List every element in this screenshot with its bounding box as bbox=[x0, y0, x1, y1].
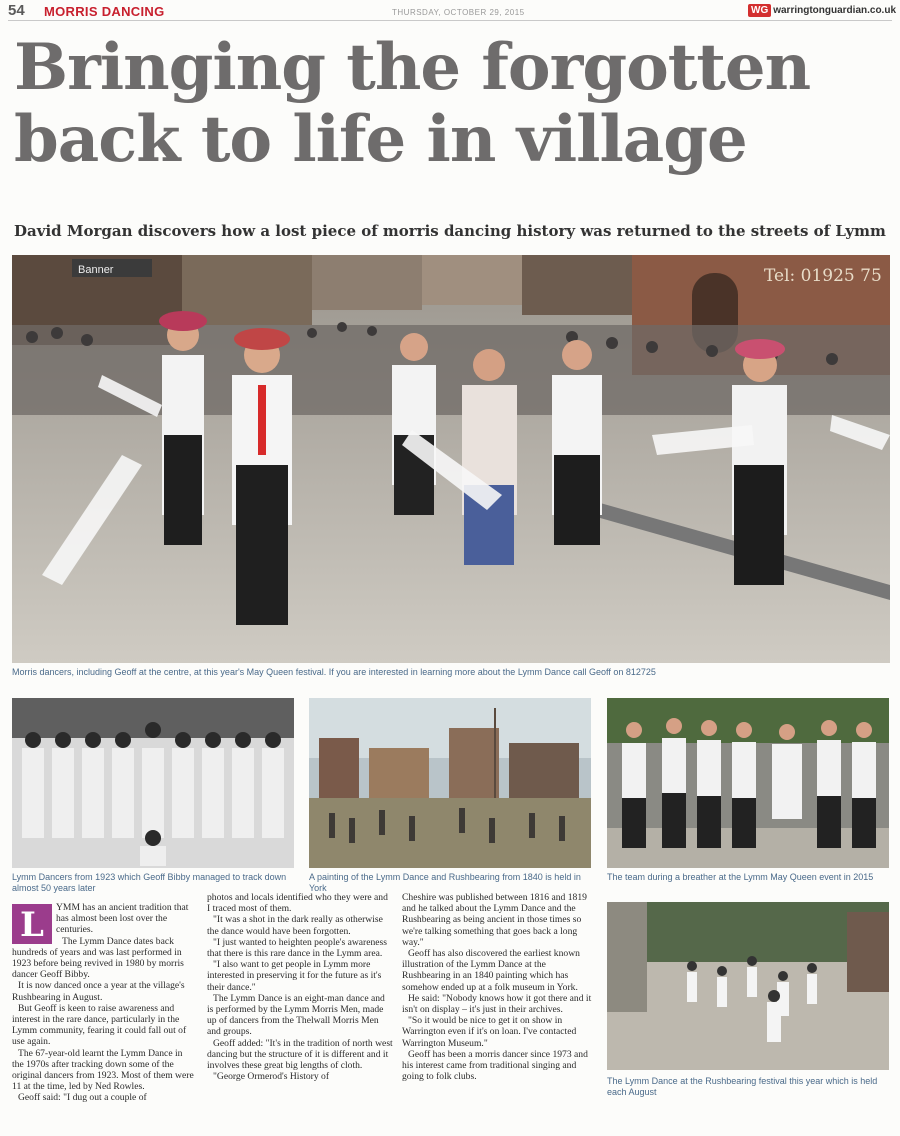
caption-rushbearing: The Lymm Dance at the Rushbearing festival this year which is held each August bbox=[607, 1076, 878, 1097]
shop-sign: Banner bbox=[78, 264, 114, 276]
paragraph: The Lymm Dance dates back hundreds of years and was last performed in 1923 before being revived in 1980 by morris dancer Geoff Bibby. bbox=[12, 935, 184, 981]
paragraph: Cheshire was published between 1816 and 1819 and he talked about the Lymm Dance and the Rushbearing as being ancient in those times so we're talking something that goes back a long way." bbox=[402, 892, 587, 948]
paragraph: photos and locals identified who they were and I traced most of them. bbox=[207, 892, 388, 915]
main-photo bbox=[12, 255, 890, 663]
paragraph: But Geoff is keen to raise awareness and interest in the rare dance, particularly in the Lymm community, fearing it could fall out of use again. bbox=[12, 1002, 187, 1048]
paragraph: Geoff said: "I dug out a couple of bbox=[18, 1092, 147, 1104]
morris-dancers-street-image bbox=[12, 255, 890, 663]
caption-dancers-1923: Lymm Dancers from 1923 which Geoff Bibby managed to track down almost 50 years later bbox=[12, 872, 287, 893]
headline bbox=[14, 32, 894, 176]
site-url[interactable]: warringtonguardian.co.uk bbox=[773, 5, 897, 16]
photo-painting-1840 bbox=[309, 698, 591, 868]
painting-image bbox=[309, 698, 591, 868]
article-column-1 bbox=[12, 902, 196, 1104]
article-column-2 bbox=[207, 892, 393, 1082]
publication-date: THURSDAY, OCTOBER 29, 2015 bbox=[392, 8, 525, 17]
publication-logo[interactable] bbox=[748, 4, 896, 17]
masthead-rule bbox=[8, 20, 892, 21]
paragraph: "So it would be nice to get it on show in Warrington even if it's on loan. I've contacted Warrington Museum." bbox=[402, 1015, 577, 1049]
section-label: MORRIS DANCING bbox=[44, 4, 165, 19]
paragraph: "I also want to get people in Lymm more interested in preserving it for the future as it's their dance." bbox=[207, 959, 382, 993]
standfirst: David Morgan discovers how a lost piece of morris dancing history was returned to the streets of Lymm bbox=[14, 222, 886, 240]
headline-line-1: Bringing the forgotten bbox=[14, 30, 811, 105]
rushbearing-image bbox=[607, 902, 889, 1070]
paragraph: YMM has an ancient tradition that has almost been lost over the centuries. bbox=[56, 902, 189, 936]
paragraph: "George Ormerod's History of bbox=[213, 1071, 330, 1083]
page-number: 54 bbox=[8, 2, 25, 19]
photo-team-2015 bbox=[607, 698, 889, 868]
photo-rushbearing bbox=[607, 902, 889, 1070]
paragraph: The 67-year-old learnt the Lymm Dance in the 1970s after tracking down some of the original dancers from 1923. Most of them were 11 at the time, led by Ned Rowles. bbox=[12, 1047, 194, 1093]
article-column-3 bbox=[402, 892, 594, 1082]
logo-badge: WG bbox=[748, 4, 771, 17]
paragraph: Geoff has also discovered the earliest known illustration of the Lymm Dance at the Rushbearing in an 1840 painting which has somehow ended up at a folk museum in York. bbox=[402, 948, 580, 993]
paragraph: He said: "Nobody knows how it got there and it isn't on display – it's just in their archives. bbox=[402, 992, 592, 1016]
main-photo-caption: Morris dancers, including Geoff at the centre, at this year's May Queen festival. If you are interested in learning more about the Lymm Dance call Geoff on 812725 bbox=[12, 667, 656, 677]
paragraph: "I just wanted to heighten people's awareness that there is this rare dance in the Lymm area. bbox=[207, 936, 388, 960]
vintage-dancers-image bbox=[12, 698, 294, 868]
caption-painting-1840: A painting of the Lymm Dance and Rushbearing from 1840 is held in York bbox=[309, 872, 581, 893]
paragraph: It is now danced once a year at the village's Rushbearing in August. bbox=[12, 980, 185, 1003]
headline-line-2: back to life in village bbox=[14, 102, 747, 177]
team-image bbox=[607, 698, 889, 868]
phone-sign: Tel: 01925 75 bbox=[764, 266, 882, 286]
paragraph: "It was a shot in the dark really as otherwise the dance would have been forgotten. bbox=[207, 914, 383, 937]
caption-team-2015: The team during a breather at the Lymm May Queen event in 2015 bbox=[607, 872, 874, 882]
paragraph: The Lymm Dance is an eight-man dance and is performed by the Lymm Morris Men, made up of dancers from the Thelwall Morris Men and groups. bbox=[207, 992, 385, 1038]
drop-cap: L bbox=[12, 904, 52, 944]
paragraph: Geoff added: "It's in the tradition of north west dancing but the structure of it is different and it involves these great big lengths of cloth. bbox=[207, 1037, 393, 1072]
paragraph: Geoff has been a morris dancer since 1973 and his interest came from traditional singing and going to folk clubs. bbox=[402, 1048, 588, 1083]
photo-dancers-1923 bbox=[12, 698, 294, 868]
